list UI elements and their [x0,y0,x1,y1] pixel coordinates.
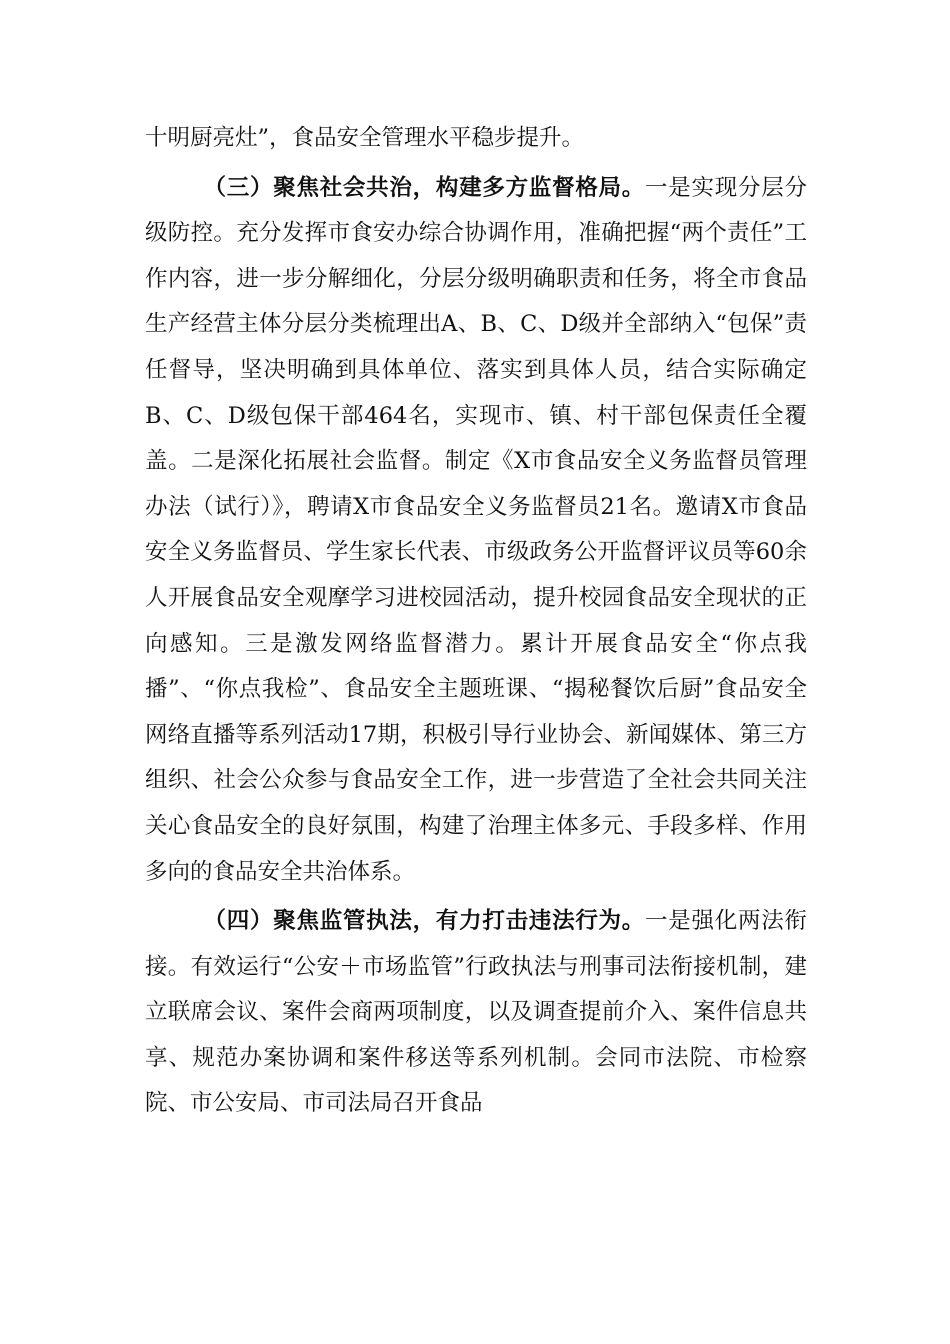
paragraph-body: 一是实现分层分级防控。充分发挥市食安办综合协调作用，准确把握“两个责任”工作内容，进一步分解细化，分层分级明确职责和任务，将全市食品生产经营主体分层分类梳理出A、B、C、D级并全部纳入“包保”责任督导，坚决明确到具体单位、落实到具体人员，结合实际确定B、C、D级包保干部464名，实现市、镇、村干部包保责任全覆盖。二是深化拓展社会监督。制定《X市食品安全义务监督员管理办法（试行）》，聘请X市食品安全义务监督员21名。邀请X市食品安全义务监督员、学生家长代表、市级政务公开监督评议员等60余人开展食品安全观摩学习进校园活动，提升校园食品安全现状的正向感知。三是激发网络监督潜力。累计开展食品安全“你点我播”、“你点我检”、食品安全主题班课、“揭秘餐饮后厨”食品安全网络直播等系列活动17期，积极引导行业协会、新闻媒体、第三方组织、社会公众参与食品安全工作，进一步营造了全社会共同关注关心食品安全的良好氛围，构建了治理主体多元、手段多样、作用多向的食品安全共治体系。 [145,174,807,885]
section-heading: （四）聚焦监管执法，有力打击违法行为。 [203,908,646,935]
paragraph-body: 一是强化两法衔接。有效运行“公安＋市场监管”行政执法与刑事司法衔接机制，建立联席会议、案件会商两项制度，以及调查提前介入、案件信息共享、规范办案协调和案件移送等系列机制。会同市法院、市检察院、市公安局、市司法局召开食品 [145,908,807,1117]
paragraph-section-4 [145,899,807,1127]
paragraph-section-3 [145,166,807,896]
section-heading: （三）聚焦社会共治，构建多方监督格局。 [203,174,646,201]
paragraph-continuation [145,116,807,162]
document-page [145,116,807,1127]
paragraph-body: 十明厨亮灶”，食品安全管理水平稳步提升。 [145,125,585,151]
